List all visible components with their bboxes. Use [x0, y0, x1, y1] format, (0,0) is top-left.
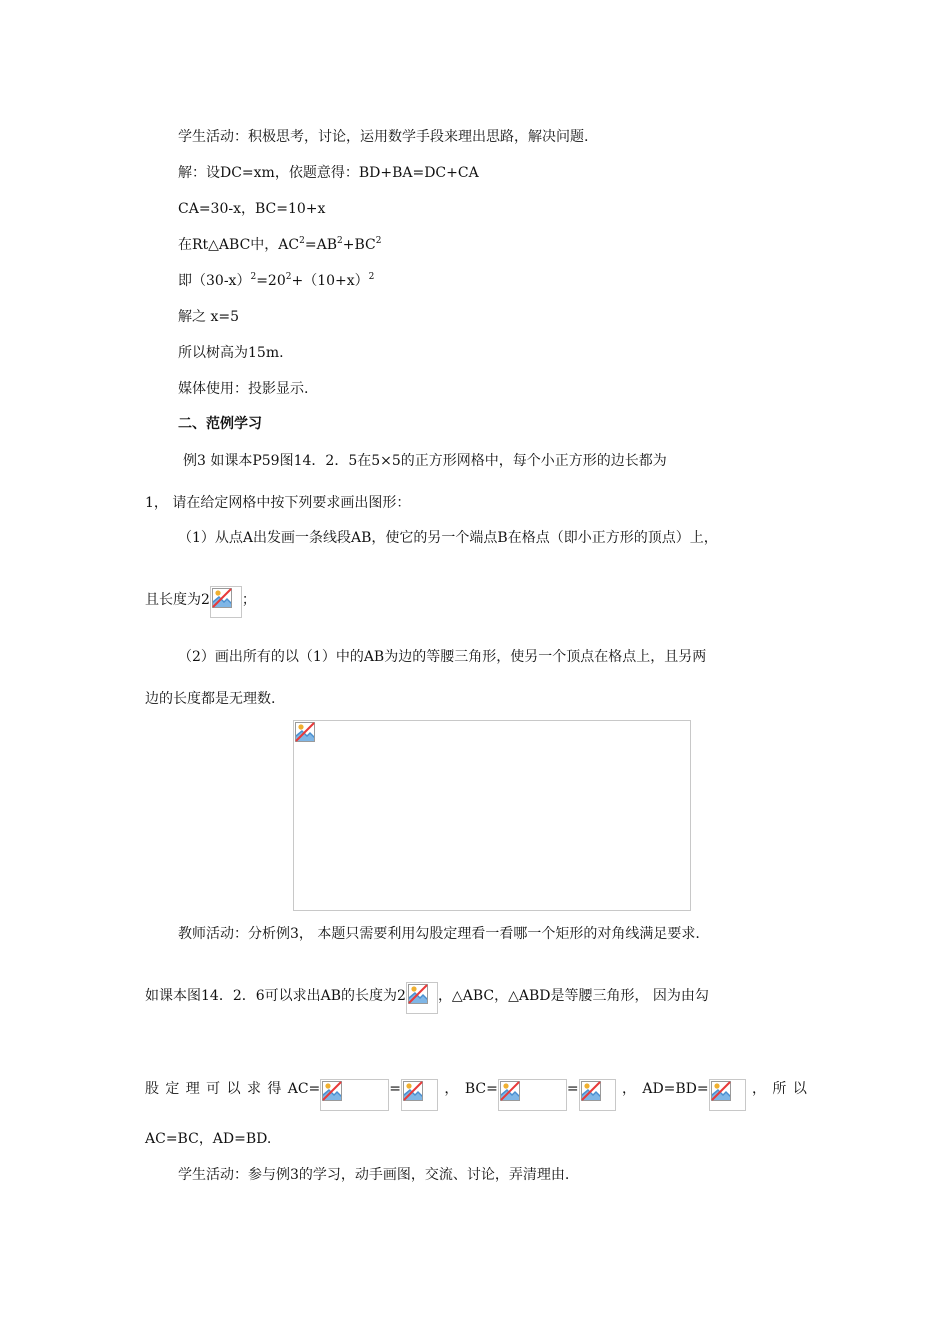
- broken-image-icon: [401, 1079, 438, 1111]
- grid-figure-image: [293, 720, 691, 911]
- media-line: 媒体使用：投影显示.: [178, 381, 309, 397]
- broken-image-icon: [579, 1079, 616, 1111]
- broken-image-icon: [498, 1079, 567, 1111]
- section-title: 二、范例学习: [178, 416, 262, 432]
- bc-expression: BC= =: [465, 1067, 616, 1111]
- example-3-line: 例3 如课本P59图14．2．5在5×5的正方形网格中，每个小正方形的边长都为: [183, 453, 667, 469]
- solve-line: 解之 x=5: [178, 309, 239, 325]
- ad-bd-expression: AD=BD=: [642, 1067, 745, 1111]
- conclusion-line: AC=BC，AD=BD.: [145, 1131, 272, 1147]
- question-1-line: （1）从点A出发画一条线段AB，使它的另一个端点B在格点（即小正方形的顶点）上，: [178, 530, 718, 546]
- broken-image-icon: [406, 982, 438, 1014]
- substitution-line: 即$(30-x)^2=20^2+(10+x)^2$: [178, 272, 375, 289]
- broken-image-icon: [295, 722, 315, 742]
- question-2-line: （2）画出所有的以（1）中的AB为边的等腰三角形，使另一个顶点在格点上，且另两: [178, 649, 707, 665]
- broken-image-icon: [210, 586, 242, 618]
- student-activity-line: 学生活动：积极思考，讨论，运用数学手段来理出思路，解决问题.: [178, 129, 589, 145]
- pythagoras-line: 在Rt△ABC中，$AC^2=AB^2+BC^2$: [178, 236, 382, 253]
- question-2-line-2: 边的长度都是无理数.: [145, 691, 276, 707]
- teacher-activity-line-3: 股 定 理 可 以 求 得 AC= = ， BC= = ， AD=BD= ， 所 以: [145, 1067, 807, 1111]
- ac-expression: AC= =: [288, 1067, 438, 1111]
- broken-image-icon: [709, 1079, 746, 1111]
- question-1-line-2: 且长度为2 ；: [145, 586, 256, 618]
- solution-line: 解：设DC=xm，依题意得：BD+BA=DC+CA: [178, 165, 479, 181]
- example-3-line-2: 1， 请在给定网格中按下列要求画出图形：: [145, 495, 411, 511]
- student-activity-line-2: 学生活动：参与例3的学习，动手画图，交流、讨论，弄清理由.: [178, 1167, 570, 1183]
- equation-line-ca-bc: CA=30-x，BC=10+x: [178, 201, 326, 217]
- tree-height-line: 所以树高为15m.: [178, 345, 284, 361]
- teacher-activity-line: 教师活动：分析例3， 本题只需要利用勾股定理看一看哪一个矩形的对角线满足要求.: [178, 926, 700, 942]
- teacher-activity-line-2: 如课本图14．2．6可以求出AB的长度为2 ，△ABC，△ABD是等腰三角形， 因为由勾: [145, 982, 709, 1014]
- broken-image-icon: [320, 1079, 389, 1111]
